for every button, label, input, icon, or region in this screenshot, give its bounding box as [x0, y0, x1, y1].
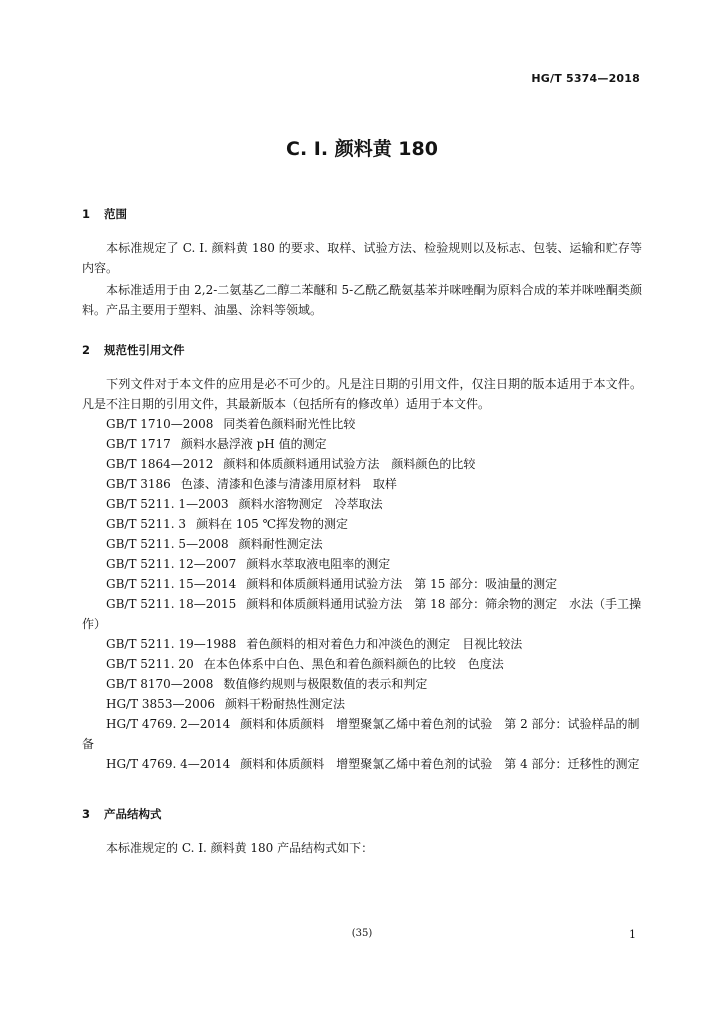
section-number: 2 — [82, 343, 91, 357]
standard-code: HG/T 5374—2018 — [531, 72, 640, 85]
paragraph-text: 本标准适用于由 2,2-二氨基乙二醇二苯醚和 5-乙酰乙酰氨基苯并咪唑酮为原料合成的苯并咪唑酮类颜料。产品主要用于塑料、油墨、涂料等领域。 — [82, 283, 642, 317]
reference-item — [82, 714, 642, 754]
reference-title: 颜料水溶物测定 冷萃取法 — [238, 497, 383, 511]
reference-title: 同类着色颜料耐光性比较 — [223, 417, 356, 431]
reference-item — [82, 574, 642, 594]
reference-item — [82, 594, 642, 634]
reference-title: 颜料耐性测定法 — [238, 537, 323, 551]
reference-title: 颜料干粉耐热性测定法 — [225, 697, 346, 711]
reference-title: 着色颜料的相对着色力和冲淡色的测定 目视比较法 — [246, 637, 523, 651]
reference-item — [82, 434, 642, 454]
section-number: 3 — [82, 807, 91, 821]
reference-item — [82, 514, 642, 534]
section-3-paragraph-1 — [82, 838, 642, 858]
page-mark: (35) — [351, 928, 373, 939]
reference-item — [82, 554, 642, 574]
reference-code: GB/T 5211. 15—2014 — [106, 577, 237, 591]
reference-code: GB/T 5211. 1—2003 — [106, 497, 229, 511]
reference-item — [82, 674, 642, 694]
reference-code: HG/T 4769. 2—2014 — [106, 717, 231, 731]
section-2-intro — [82, 374, 642, 414]
reference-title: 颜料和体质颜料通用试验方法 第 18 部分：筛余物的测定 水法（手工操作） — [82, 597, 642, 631]
reference-code: HG/T 4769. 4—2014 — [106, 757, 231, 771]
reference-item — [82, 414, 642, 434]
reference-item — [82, 454, 642, 474]
reference-title: 颜料和体质颜料 增塑聚氯乙烯中着色剂的试验 第 2 部分：试验样品的制备 — [82, 717, 640, 751]
reference-item — [82, 474, 642, 494]
section-1-paragraph-2 — [82, 280, 642, 320]
reference-item — [82, 534, 642, 554]
reference-item — [82, 654, 642, 674]
section-title: 范围 — [104, 207, 127, 221]
reference-code: GB/T 1864—2012 — [106, 457, 214, 471]
reference-item — [82, 754, 642, 774]
paragraph-text: 本标准规定了 C. I. 颜料黄 180 的要求、取样、试验方法、检验规则以及标志、包装、运输和贮存等内容。 — [82, 241, 642, 275]
reference-code: HG/T 3853—2006 — [106, 697, 215, 711]
reference-code: GB/T 5211. 20 — [106, 657, 194, 671]
reference-title: 色漆、清漆和色漆与清漆用原材料 取样 — [180, 477, 397, 491]
reference-code: GB/T 3186 — [106, 477, 171, 491]
reference-title: 颜料水萃取液电阻率的测定 — [246, 557, 391, 571]
section-number: 1 — [82, 207, 91, 221]
reference-item — [82, 494, 642, 514]
reference-code: GB/T 5211. 3 — [106, 517, 187, 531]
section-1-heading — [82, 206, 127, 222]
reference-title: 在本色体系中白色、黑色和着色颜料颜色的比较 色度法 — [203, 657, 504, 671]
page-number: 1 — [629, 928, 636, 941]
document-title: C. I. 颜料黄 180 — [286, 138, 438, 160]
paragraph-text: 本标准规定的 C. I. 颜料黄 180 产品结构式如下： — [106, 841, 374, 855]
reference-item — [82, 694, 642, 714]
reference-code: GB/T 5211. 19—1988 — [106, 637, 237, 651]
reference-title: 颜料水悬浮液 pH 值的测定 — [180, 437, 327, 451]
section-1-paragraph-1 — [82, 238, 642, 278]
reference-code: GB/T 1717 — [106, 437, 171, 451]
reference-item — [82, 634, 642, 654]
reference-title: 数值修约规则与极限数值的表示和判定 — [223, 677, 428, 691]
reference-title: 颜料和体质颜料通用试验方法 第 15 部分：吸油量的测定 — [246, 577, 558, 591]
reference-code: GB/T 8170—2008 — [106, 677, 214, 691]
reference-code: GB/T 5211. 5—2008 — [106, 537, 229, 551]
reference-code: GB/T 5211. 18—2015 — [106, 597, 237, 611]
reference-title: 颜料和体质颜料通用试验方法 颜料颜色的比较 — [223, 457, 476, 471]
paragraph-text: 下列文件对于本文件的应用是必不可少的。凡是注日期的引用文件，仅注日期的版本适用于本文件。凡是不注日期的引用文件，其最新版本（包括所有的修改单）适用于本文件。 — [82, 377, 642, 411]
section-3-heading — [82, 806, 162, 822]
section-title: 规范性引用文件 — [104, 343, 185, 357]
reference-title: 颜料和体质颜料 增塑聚氯乙烯中着色剂的试验 第 4 部分：迁移性的测定 — [240, 757, 640, 771]
reference-code: GB/T 1710—2008 — [106, 417, 214, 431]
reference-title: 颜料在 105 ℃挥发物的测定 — [196, 517, 349, 531]
section-title: 产品结构式 — [104, 807, 162, 821]
reference-code: GB/T 5211. 12—2007 — [106, 557, 237, 571]
section-2-heading — [82, 342, 185, 358]
